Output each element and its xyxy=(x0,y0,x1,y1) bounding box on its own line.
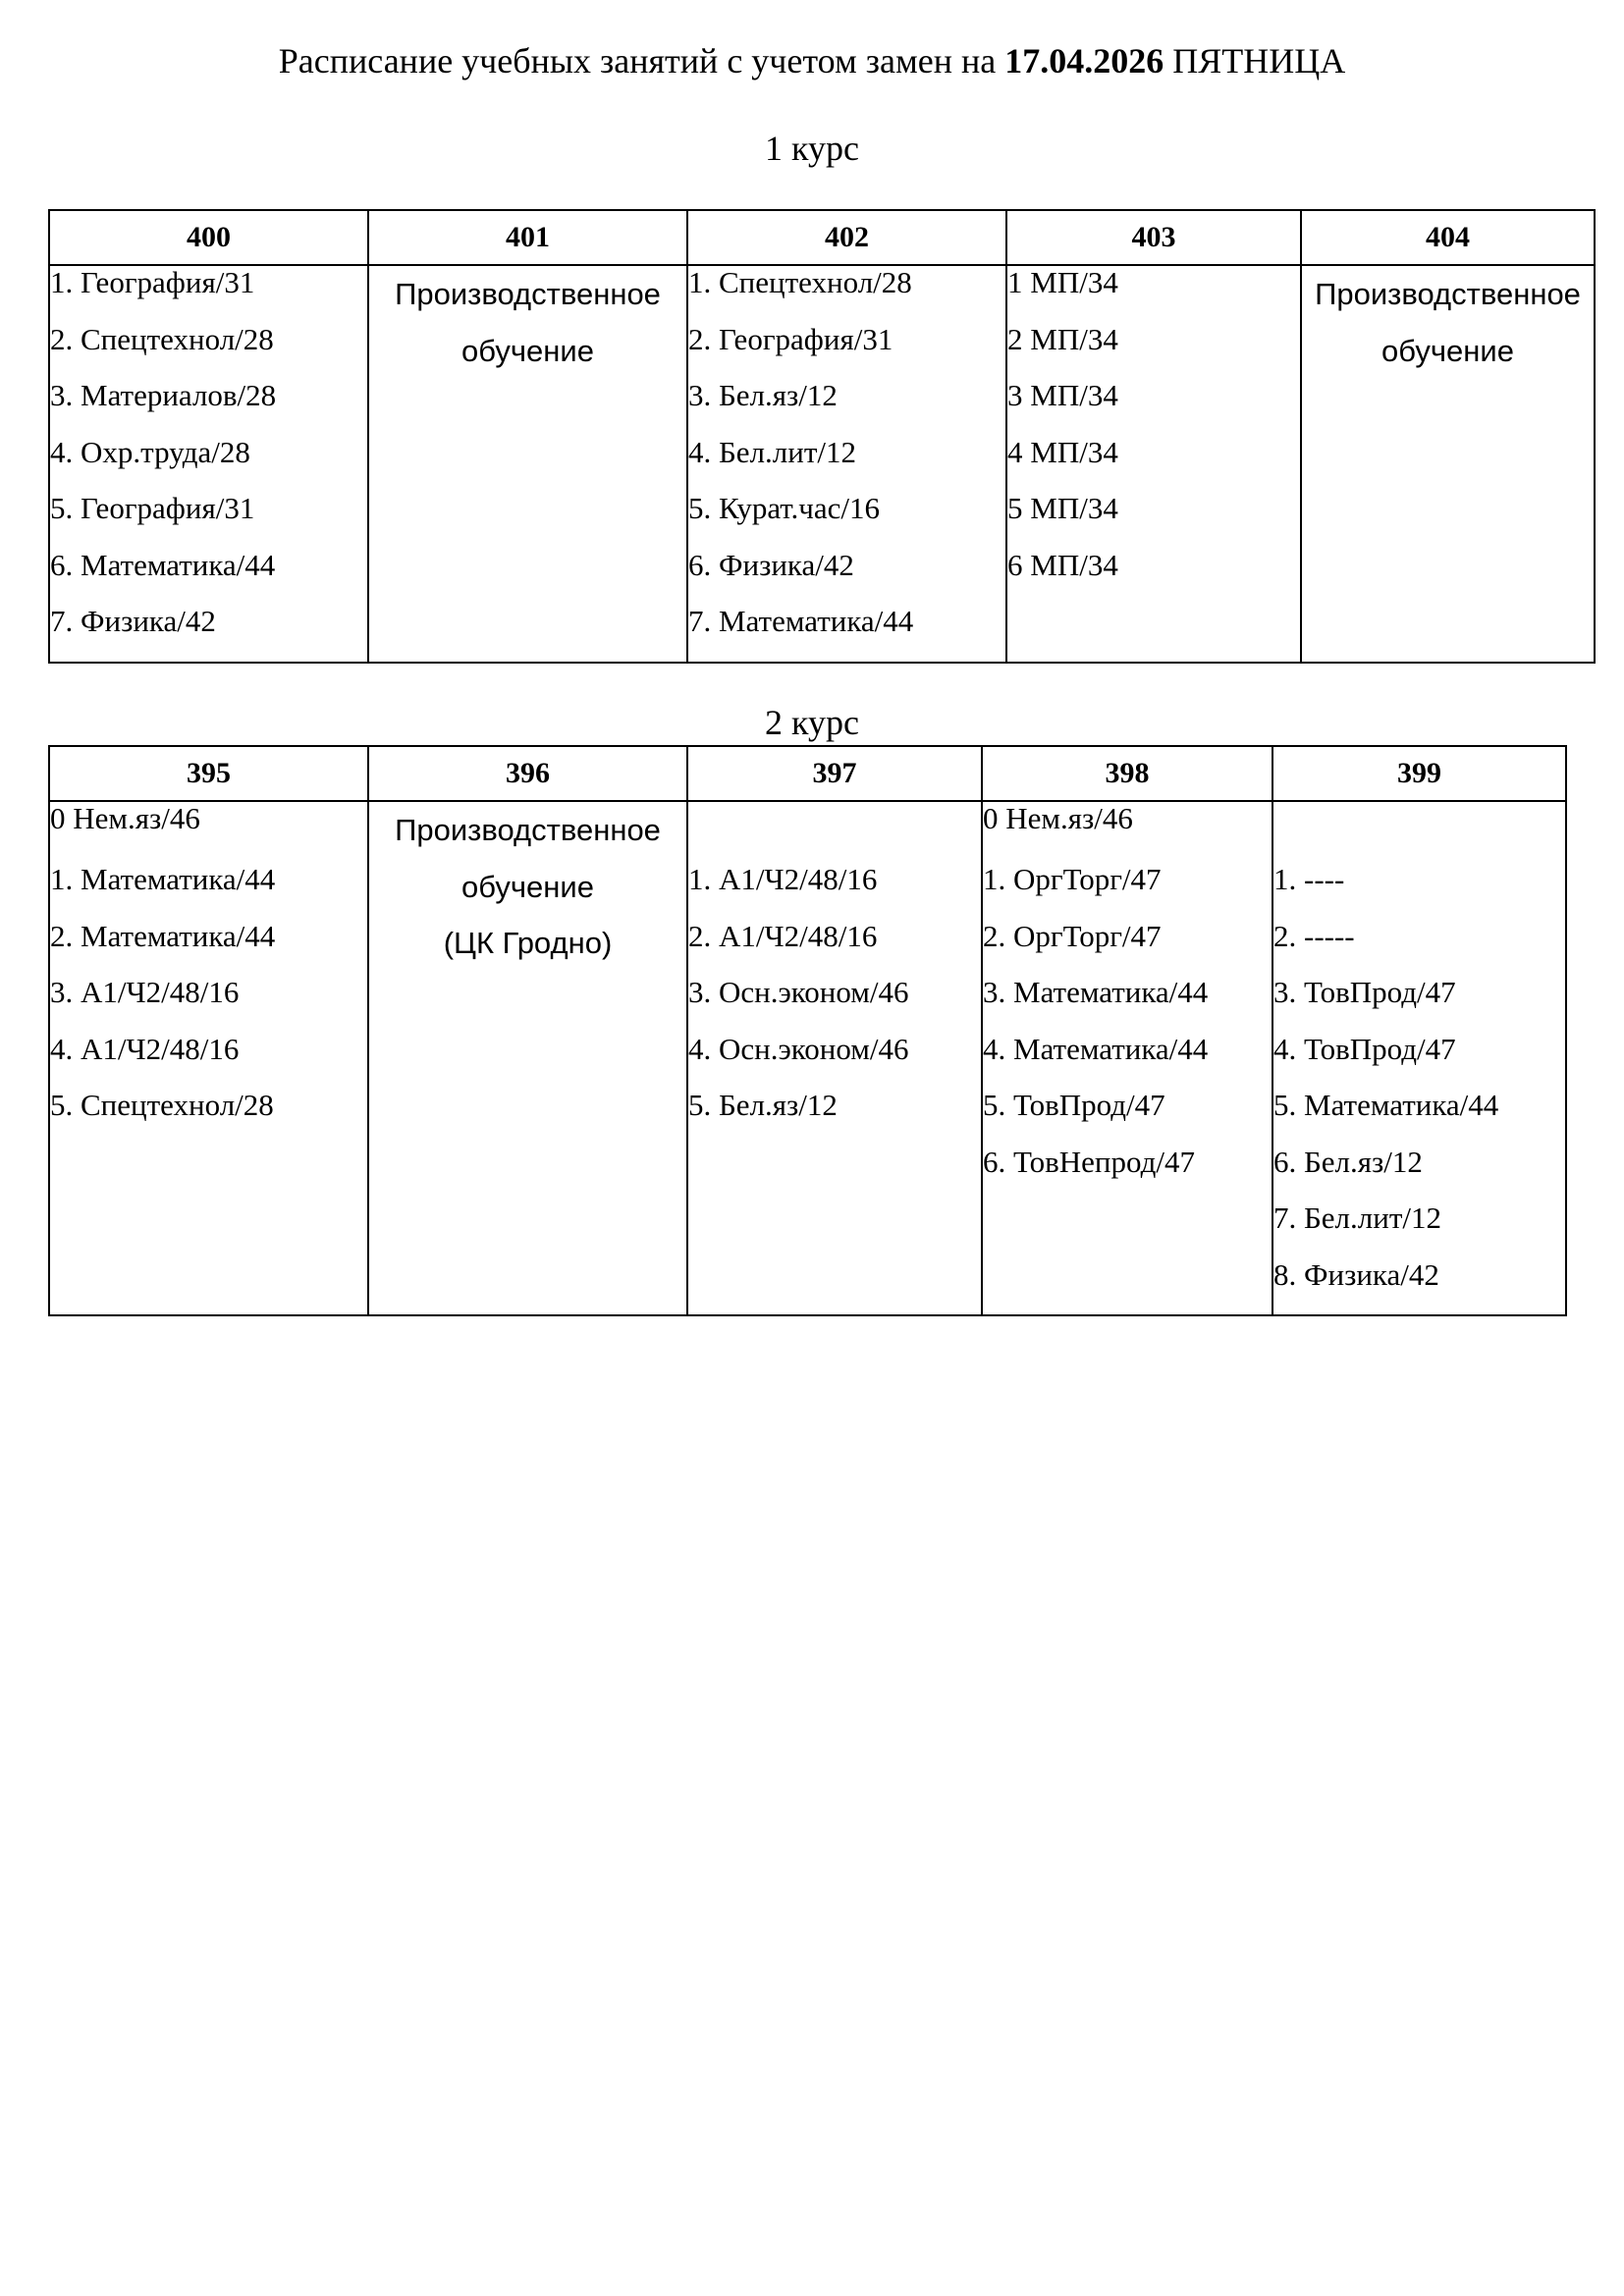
lesson-item: 3. Осн.эконом/46 xyxy=(688,975,909,1009)
lesson-item: 3. Материалов/28 xyxy=(50,378,277,412)
lesson-item: 2. ----- xyxy=(1273,918,1355,953)
lesson-item: 3. А1/Ч2/48/16 xyxy=(50,975,240,1009)
production-training-cell xyxy=(368,265,687,663)
title-date: 17.04.2026 xyxy=(1004,41,1164,80)
lesson-item: 5. География/31 xyxy=(50,491,255,525)
lesson-item: 7. Математика/44 xyxy=(688,604,914,638)
course-1-schedule-table xyxy=(48,209,1596,664)
lesson-item: 7. Бел.лит/12 xyxy=(1273,1201,1441,1235)
lesson-item: 1. ---- xyxy=(1273,862,1345,896)
title-prefix: Расписание учебных занятий с учетом замен на xyxy=(278,41,1005,80)
lesson-item: 4 МП/34 xyxy=(1007,434,1118,469)
lesson-item: 6. Математика/44 xyxy=(50,547,276,582)
lesson-item: 5. Бел.яз/12 xyxy=(688,1088,838,1122)
lesson-item: 6. ТовНепрод/47 xyxy=(983,1144,1195,1179)
lesson-item: 2. Спецтехнол/28 xyxy=(50,321,274,356)
lesson-item: 3. Математика/44 xyxy=(983,975,1209,1009)
lesson-item: 2. Математика/44 xyxy=(50,918,276,953)
lesson-item: 4. Охр.труда/28 xyxy=(50,434,250,469)
lesson-item: 6 МП/34 xyxy=(1007,547,1118,582)
group-header: 402 xyxy=(687,210,1006,265)
lesson-item: 5. Курат.час/16 xyxy=(688,491,880,525)
page-title xyxy=(0,39,1624,82)
lesson-item: 6. Физика/42 xyxy=(688,547,854,582)
lesson-item: 1. Математика/44 xyxy=(50,862,276,896)
lesson-item: 5. Математика/44 xyxy=(1273,1088,1499,1122)
group-header: 404 xyxy=(1301,210,1595,265)
group-header: 403 xyxy=(1006,210,1301,265)
lesson-item: 2. География/31 xyxy=(688,321,893,356)
note-line: обучение xyxy=(461,333,594,368)
production-training-cell xyxy=(1301,265,1595,663)
course-2-heading: 2 курс xyxy=(765,703,859,742)
lesson-item: 2. ОргТорг/47 xyxy=(983,918,1162,953)
note-line: обучение xyxy=(461,869,594,904)
course-1-heading: 1 курс xyxy=(765,129,859,168)
note-line: обучение xyxy=(1381,333,1514,368)
zero-lesson: 0 Нем.яз/46 xyxy=(50,801,200,835)
zero-lesson xyxy=(1273,802,1565,863)
note-line: Производственное xyxy=(395,813,661,847)
lesson-item: 1. Спецтехнол/28 xyxy=(688,265,912,299)
lesson-list-cell xyxy=(49,801,368,1315)
lesson-item: 4. Математика/44 xyxy=(983,1031,1209,1066)
lesson-list-cell xyxy=(1272,801,1566,1315)
lesson-item: 4. ТовПрод/47 xyxy=(1273,1031,1456,1066)
note-line: (ЦК Гродно) xyxy=(443,926,613,960)
lesson-item: 2. А1/Ч2/48/16 xyxy=(688,918,878,953)
lesson-item: 1. А1/Ч2/48/16 xyxy=(688,862,878,896)
lesson-item: 4. А1/Ч2/48/16 xyxy=(50,1031,240,1066)
group-header: 396 xyxy=(368,746,687,801)
lesson-item: 1. ОргТорг/47 xyxy=(983,862,1162,896)
lesson-item: 4. Осн.эконом/46 xyxy=(688,1031,909,1066)
lesson-item: 5. ТовПрод/47 xyxy=(983,1088,1165,1122)
zero-lesson: 0 Нем.яз/46 xyxy=(983,801,1133,835)
lesson-item: 3 МП/34 xyxy=(1007,378,1118,412)
note-line: Производственное xyxy=(1315,277,1581,311)
production-training-cell xyxy=(368,801,687,1315)
lesson-item: 4. Бел.лит/12 xyxy=(688,434,856,469)
group-header: 400 xyxy=(49,210,368,265)
lesson-item: 1 МП/34 xyxy=(1007,265,1118,299)
group-header: 397 xyxy=(687,746,982,801)
lesson-item: 8. Физика/42 xyxy=(1273,1256,1439,1292)
note-line: Производственное xyxy=(395,277,661,311)
lesson-item: 3. ТовПрод/47 xyxy=(1273,975,1456,1009)
lesson-list-cell xyxy=(49,265,368,663)
lesson-item: 1. География/31 xyxy=(50,265,255,299)
group-header: 395 xyxy=(49,746,368,801)
group-header: 398 xyxy=(982,746,1272,801)
lesson-item: 5 МП/34 xyxy=(1007,491,1118,525)
lesson-list-cell xyxy=(1006,265,1301,663)
group-header: 399 xyxy=(1272,746,1566,801)
lesson-list-cell xyxy=(687,265,1006,663)
title-day: ПЯТНИЦА xyxy=(1164,41,1346,80)
lesson-list-cell xyxy=(687,801,982,1315)
lesson-item: 2 МП/34 xyxy=(1007,321,1118,356)
lesson-item: 6. Бел.яз/12 xyxy=(1273,1144,1423,1179)
lesson-item: 7. Физика/42 xyxy=(50,604,216,638)
group-header: 401 xyxy=(368,210,687,265)
lesson-item: 5. Спецтехнол/28 xyxy=(50,1088,274,1122)
zero-lesson xyxy=(688,802,981,863)
course-2-schedule-table xyxy=(48,745,1567,1316)
lesson-item: 3. Бел.яз/12 xyxy=(688,378,838,412)
lesson-list-cell xyxy=(982,801,1272,1315)
